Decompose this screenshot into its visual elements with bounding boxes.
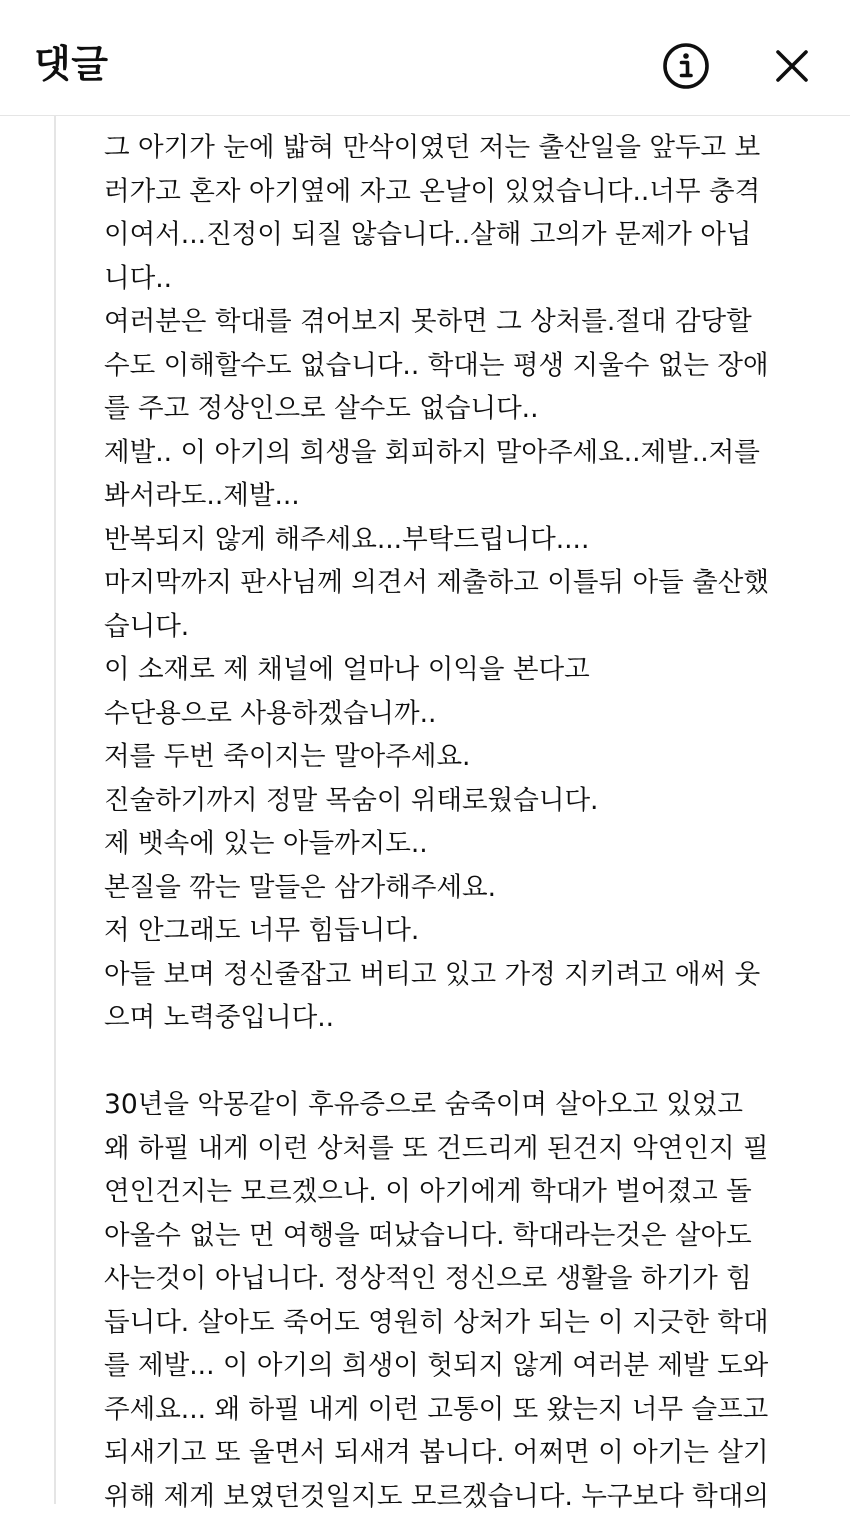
comment-line: 왜 하필 내게 이런 상처를 또 건드리게 된건지 악연인지 필 — [104, 1127, 804, 1171]
comment-line: 니다.. — [104, 257, 804, 301]
comment-line: 진술하기까지 정말 목숨이 위태로웠습니다. — [104, 779, 804, 823]
comment-line: 제 뱃속에 있는 아들까지도.. — [104, 822, 804, 866]
comment-line: 듭니다. 살아도 죽어도 영원히 상처가 되는 이 지긋한 학대 — [104, 1301, 804, 1345]
comment-line: 수도 이해할수도 없습니다.. 학대는 평생 지울수 없는 장애 — [104, 344, 804, 388]
comment-line: 아들 보며 정신줄잡고 버티고 있고 가정 지키려고 애써 웃 — [104, 953, 804, 997]
comment-line: 이여서...진정이 되질 않습니다..살해 고의가 문제가 아닙 — [104, 213, 804, 257]
close-x-icon — [766, 40, 818, 92]
comment-line: 아올수 없는 먼 여행을 떠났습니다. 학대라는것은 살아도 — [104, 1214, 804, 1258]
comment-line: 주세요... 왜 하필 내게 이런 고통이 또 왔는지 너무 슬프고 — [104, 1388, 804, 1432]
comment-line: 저를 두번 죽이지는 말아주세요. — [104, 735, 804, 779]
info-circle-icon — [660, 40, 712, 92]
comment-text — [104, 126, 804, 1518]
comment-line: 러가고 혼자 아기옆에 자고 온날이 있었습니다..너무 충격 — [104, 170, 804, 214]
comment-line: 마지막까지 판사님께 의견서 제출하고 이틀뒤 아들 출산했 — [104, 561, 804, 605]
comment-line: 를 주고 정상인으로 살수도 없습니다.. — [104, 387, 804, 431]
comment-line: 습니다. — [104, 605, 804, 649]
comment-line: 사는것이 아닙니다. 정상적인 정신으로 생활을 하기가 힘 — [104, 1257, 804, 1301]
comment-line: 봐서라도..제발... — [104, 474, 804, 518]
info-button[interactable] — [660, 40, 712, 92]
comment-line: 으며 노력중입니다.. — [104, 996, 804, 1040]
close-button[interactable] — [766, 40, 818, 92]
header-title: 댓글 — [34, 38, 108, 90]
comment-line: 되새기고 또 울면서 되새겨 봅니다. 어쩌면 이 아기는 살기 — [104, 1431, 804, 1475]
comment-line: 연인건지는 모르겠으나. 이 아기에게 학대가 벌어졌고 돌 — [104, 1170, 804, 1214]
comment-line: 저 안그래도 너무 힘듭니다. — [104, 909, 804, 953]
comment-line: 30년을 악몽같이 후유증으로 숨죽이며 살아오고 있었고 — [104, 1083, 804, 1127]
reply-thread-line — [54, 116, 56, 1504]
comment-line: 이 소재로 제 채널에 얼마나 이익을 본다고 — [104, 648, 804, 692]
comment-line: 제발.. 이 아기의 희생을 회피하지 말아주세요..제발..저를 — [104, 431, 804, 475]
comment-line: 여러분은 학대를 겪어보지 못하면 그 상처를.절대 감당할 — [104, 300, 804, 344]
comment-line: 본질을 깎는 말들은 삼가해주세요. — [104, 866, 804, 910]
comment-line: 위해 제게 보였던것일지도 모르겠습니다. 누구보다 학대의 — [104, 1475, 804, 1518]
comment-line: 그 아기가 눈에 밟혀 만삭이였던 저는 출산일을 앞두고 보 — [104, 126, 804, 170]
comment-line: 를 제발... 이 아기의 희생이 헛되지 않게 여러분 제발 도와 — [104, 1344, 804, 1388]
comment-line: 수단용으로 사용하겠습니까.. — [104, 692, 804, 736]
comment-line: 반복되지 않게 해주세요...부탁드립니다.... — [104, 518, 804, 562]
comment-blank-line — [104, 1040, 804, 1084]
comments-header — [0, 0, 850, 116]
